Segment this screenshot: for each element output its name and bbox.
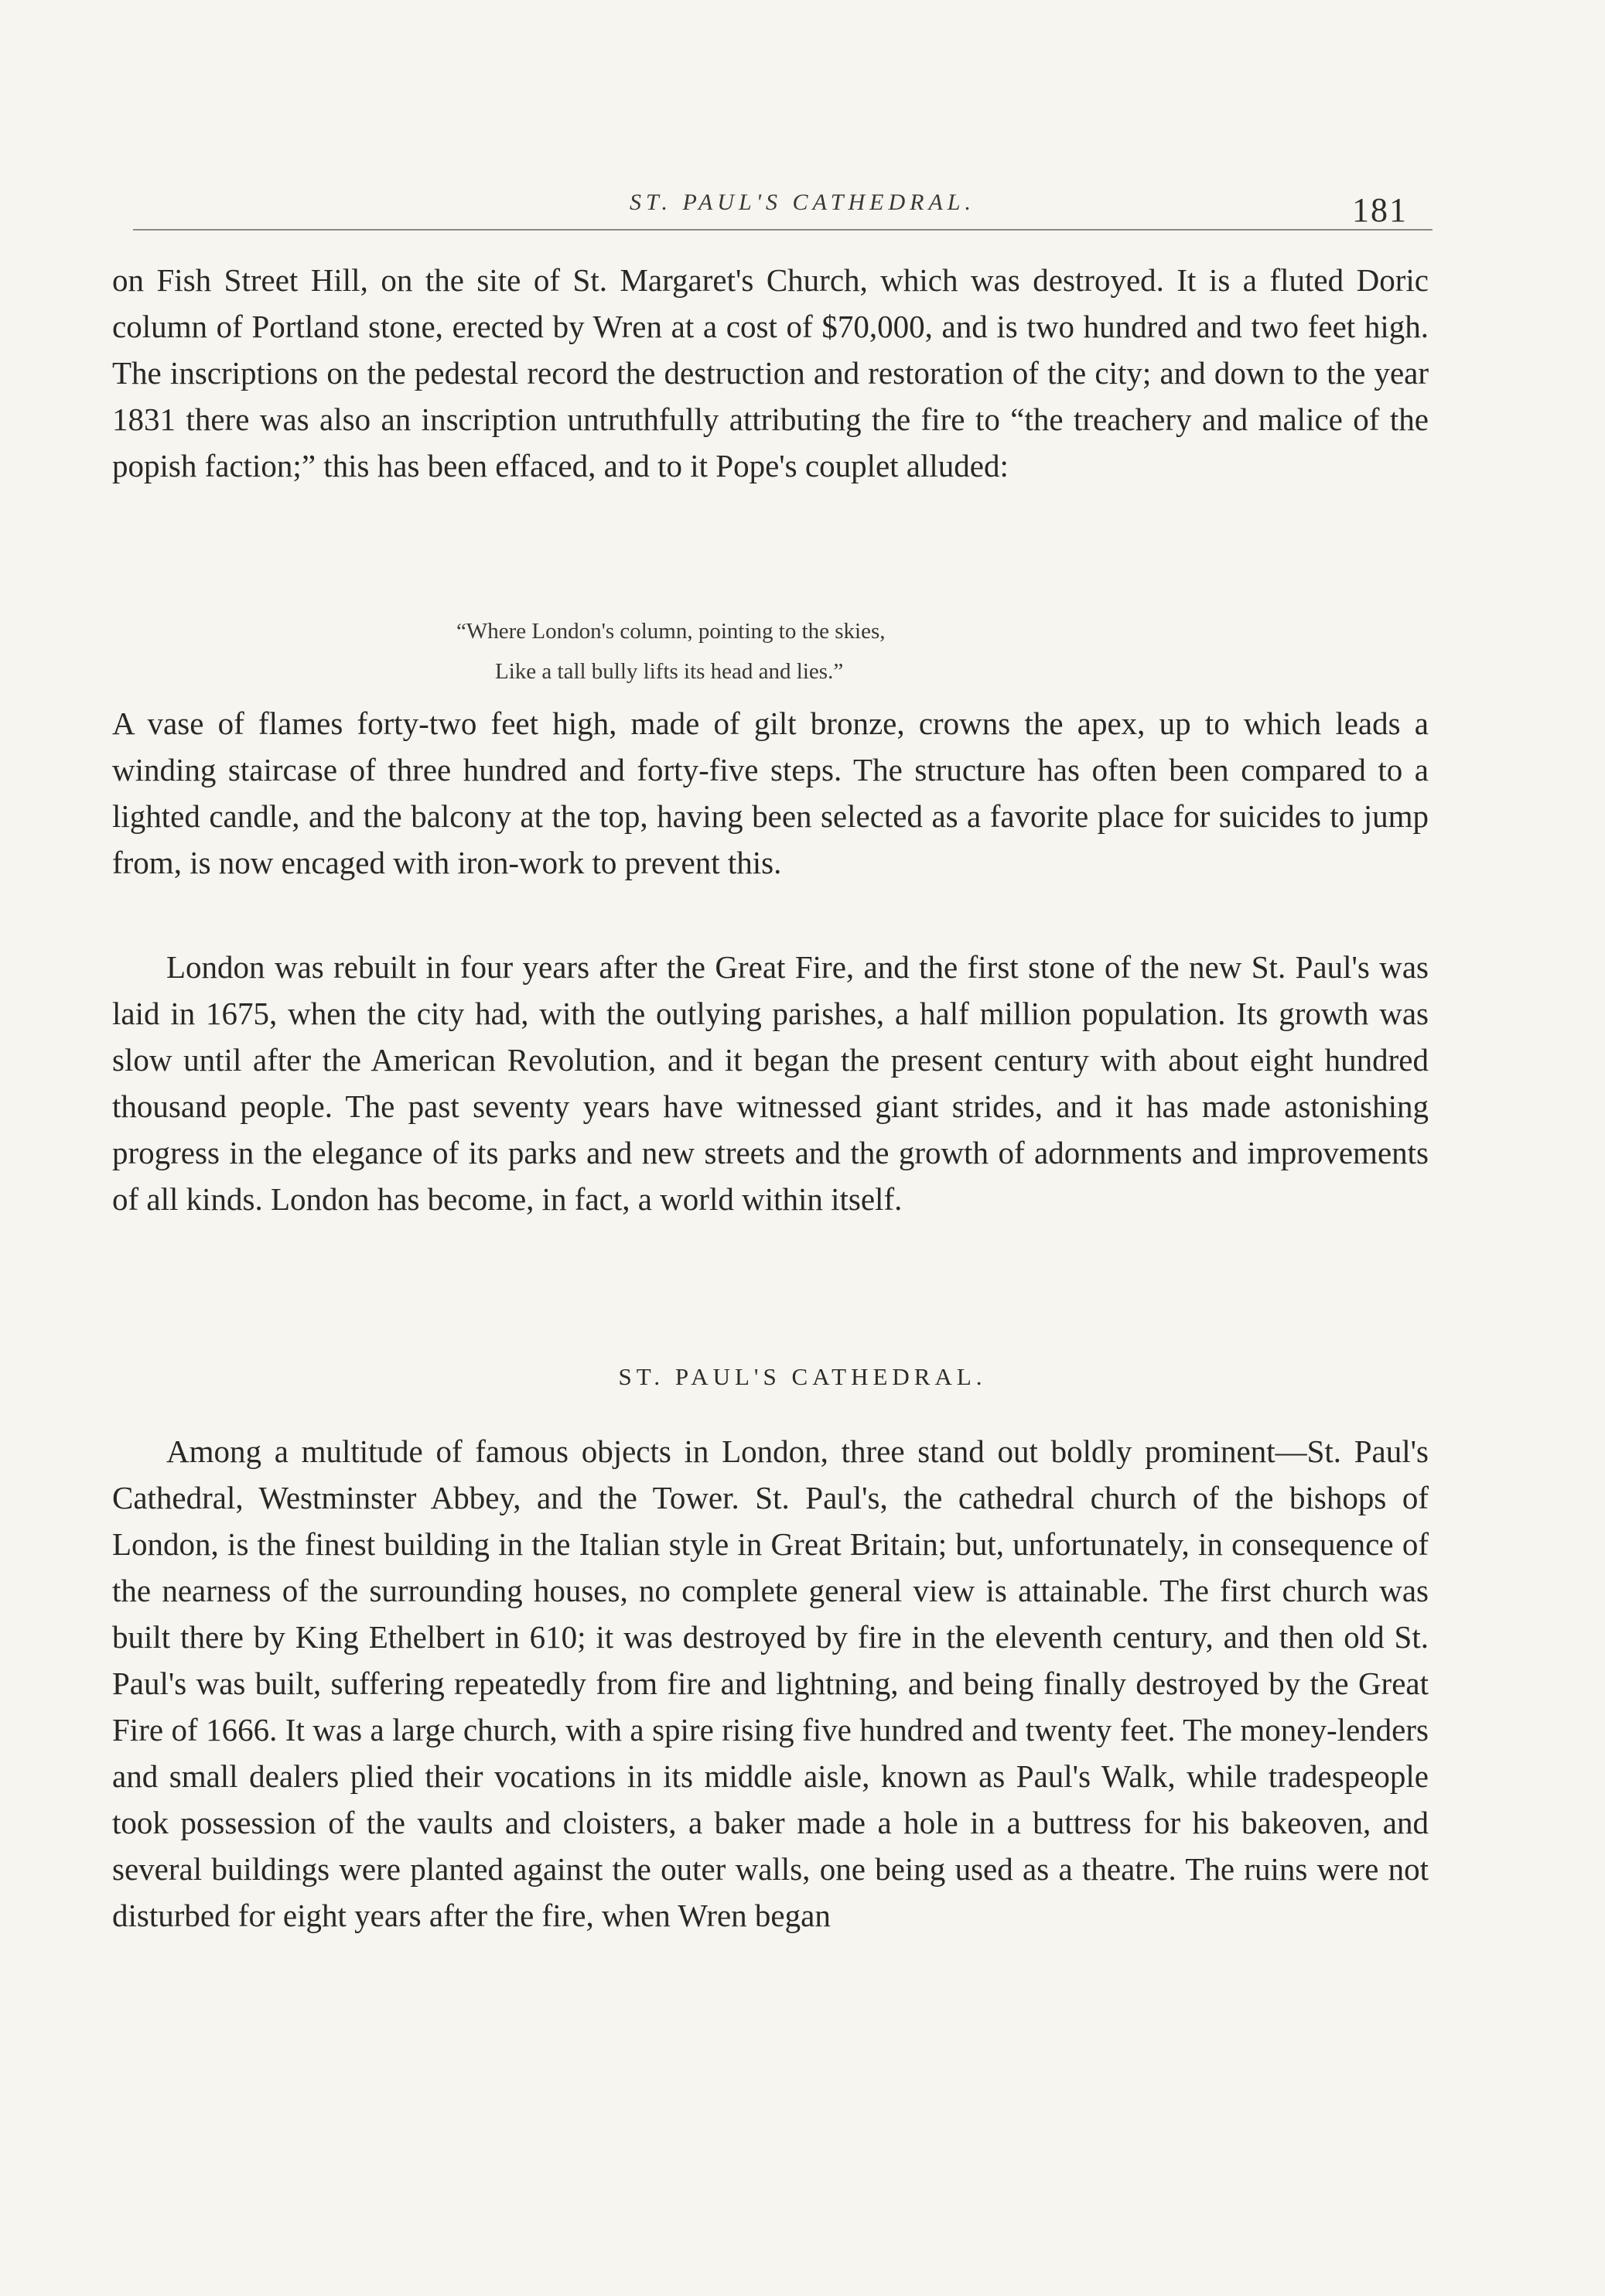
paragraph-text: London was rebuilt in four years after the Great Fire, and the first stone of the new St. Paul's was laid in 1675, when the city had, with the outlying parishes, a half million population. Its growth was slow until after the American Revolution, and it began the present century with about eight hundred thousand people. The past seventy years have witnessed giant strides, and it has made astonishing progress in the elegance of its parks and new streets and the growth of adornments and improvements of all kinds. London has become, in fact, a world within itself. [112,949,1429,1217]
paragraph-vase [112,700,1429,886]
paragraph-text: Among a multitude of famous objects in London, three stand out boldly prominent—St. Paul's Cathedral, Westminster Abbey, and the Tower. St. Paul's, the cathedral church of the bishops of London, is the finest building in the Italian style in Great Britain; but, unfortunately, in consequence of the nearness of the surrounding houses, no complete general view is attainable. The first church was built there by King Ethelbert in 610; it was destroyed by fire in the eleventh century, and then old St. Paul's was built, suffering repeatedly from fire and lightning, and being finally destroyed by the Great Fire of 1666. It was a large church, with a spire rising five hundred and twenty feet. The money-lenders and small dealers plied their vocations in its middle aisle, known as Paul's Walk, while tradespeople took possession of the vaults and cloisters, a baker made a hole in a buttress for his bakeoven, and several buildings were planted against the outer walls, one being used as a theatre. The ruins were not disturbed for eight years after the fire, when Wren began [112,1433,1429,1933]
running-head: ST. PAUL'S CATHEDRAL. [630,190,975,215]
page-number: 181 [1352,191,1408,229]
pope-couplet [456,611,1153,692]
couplet-line-1: “Where London's column, pointing to the skies, [456,619,886,644]
paragraph-monument [112,257,1429,489]
paragraph-cathedral [112,1428,1429,1939]
paragraph-text: on Fish Street Hill, on the site of St. Margaret's Church, which was destroyed. It is a fluted Doric column of Portland stone, erected by Wren at a cost of $70,000, and is two hundred and two feet high. The inscriptions on the pedestal record the destruction and restoration of the city; and down to the year 1831 there was also an inscription untruthfully attributing the fire to “the treachery and malice of the popish faction;” this has been effaced, and to it Pope's couplet alluded: [112,262,1429,483]
section-heading: ST. PAUL'S CATHEDRAL. [618,1363,987,1390]
paragraph-rebuilt [112,944,1429,1222]
header-rule [133,229,1433,231]
couplet-line-2: Like a tall bully lifts its head and lies.” [495,659,844,684]
paragraph-text: A vase of flames forty-two feet high, made of gilt bronze, crowns the apex, up to which leads a winding staircase of three hundred and forty-five steps. The structure has often been compared to a lighted candle, and the balcony at the top, having been selected as a favorite place for suicides to jump from, is now encaged with iron-work to prevent this. [112,706,1429,880]
